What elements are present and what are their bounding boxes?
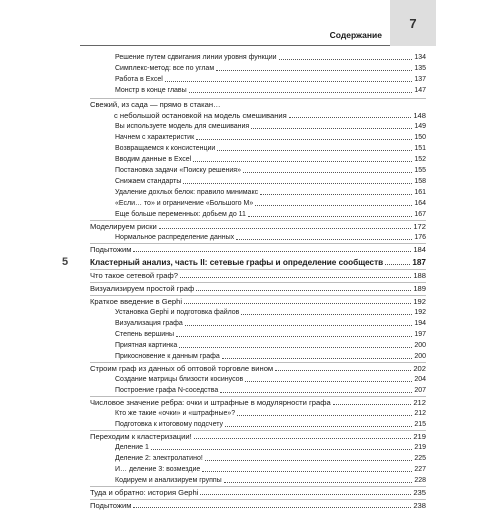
- toc-entry-title: Работа в Excel: [115, 76, 163, 83]
- dot-leader: [189, 92, 413, 93]
- separator: [90, 486, 426, 487]
- toc-entry-title: Вводим данные в Excel: [115, 156, 192, 163]
- toc-entry-page: 200: [414, 342, 426, 349]
- toc-entry-title: Деление 1: [115, 444, 149, 451]
- toc-entry-title: Приятная картинка: [115, 342, 178, 349]
- separator: [90, 362, 426, 363]
- header-rule: [80, 45, 390, 46]
- toc-entry[interactable]: [90, 271, 426, 280]
- toc-entry[interactable]: [115, 210, 426, 219]
- toc-entry-page: 150: [414, 134, 426, 141]
- separator: [90, 295, 426, 296]
- toc-entry-title: Вы используете модель для смешивания: [115, 123, 250, 130]
- toc-entry-page: 137: [414, 76, 426, 83]
- separator: [90, 430, 426, 431]
- toc-entry-page: 151: [414, 145, 426, 152]
- toc-entry-title: Строим граф из данных об оптовой торговле вином: [90, 364, 274, 373]
- toc-entry-title: с небольшой остановкой на модель смешивания: [114, 111, 287, 120]
- toc-entry[interactable]: [115, 476, 426, 485]
- toc-entry[interactable]: [115, 144, 426, 153]
- toc-entry-title: Удаление дохлых белок: правило минимакс: [115, 189, 259, 196]
- dot-leader: [176, 336, 412, 337]
- toc-entry[interactable]: [115, 330, 426, 339]
- toc-entry-page: 212: [413, 398, 426, 407]
- toc-entry-title: Еще больше переменных: добьем до 11: [115, 211, 246, 218]
- toc-entry[interactable]: [115, 166, 426, 175]
- toc-entry[interactable]: [115, 319, 426, 328]
- toc-entry-page: 227: [414, 466, 426, 473]
- dot-leader: [196, 139, 412, 140]
- toc-entry[interactable]: [115, 352, 426, 361]
- dot-leader: [243, 172, 412, 173]
- toc-entry-title: Деление 2: электролатино!: [115, 455, 203, 462]
- separator: [90, 269, 426, 270]
- toc-entry-page: 149: [414, 123, 426, 130]
- toc-entry[interactable]: [90, 100, 426, 109]
- dot-leader: [151, 449, 412, 450]
- dot-leader: [180, 277, 411, 278]
- chapter-heading[interactable]: [90, 258, 426, 267]
- separator: [90, 396, 426, 397]
- dot-leader: [248, 216, 412, 217]
- dot-leader: [385, 264, 410, 265]
- dot-leader: [133, 507, 411, 508]
- dot-leader: [165, 81, 412, 82]
- toc-entry-page: 184: [413, 245, 426, 254]
- toc-entry-page: 164: [414, 200, 426, 207]
- toc-entry[interactable]: [115, 75, 426, 84]
- dot-leader: [333, 404, 412, 405]
- toc-entry-title: «Если… то» и ограничение «Большого М»: [115, 200, 254, 207]
- separator: [90, 243, 426, 244]
- dot-leader: [241, 314, 412, 315]
- dot-leader: [133, 251, 411, 252]
- toc-entry-page: 228: [414, 477, 426, 484]
- toc-entry-title: И… деление 3: возмездие: [115, 466, 201, 473]
- toc-entry[interactable]: [115, 409, 426, 418]
- toc-entry-title: Числовое значение ребра: очки и штрафные в модулярности графа: [90, 398, 331, 407]
- toc-entry[interactable]: [90, 245, 426, 254]
- dot-leader: [185, 325, 413, 326]
- dot-leader: [205, 460, 413, 461]
- toc-entry-page: 189: [413, 284, 426, 293]
- dot-leader: [289, 117, 412, 118]
- toc-entry-page: 147: [414, 87, 426, 94]
- toc-entry[interactable]: [115, 53, 426, 62]
- toc-entry[interactable]: [90, 222, 426, 231]
- toc-entry[interactable]: [115, 375, 426, 384]
- toc-entry-page: 238: [413, 501, 426, 510]
- dot-leader: [251, 128, 412, 129]
- toc-entry-page: 202: [413, 364, 426, 373]
- toc-entry[interactable]: [115, 199, 426, 208]
- toc-entry[interactable]: [115, 341, 426, 350]
- toc-entry-title: Визуализация графа: [115, 320, 183, 327]
- toc-entry-page: 225: [414, 455, 426, 462]
- toc-entry-title: Нормальное распределение данных: [115, 234, 235, 241]
- toc-entry[interactable]: [115, 386, 426, 395]
- toc-entry-page: 161: [414, 189, 426, 196]
- toc-entry-title: Постановка задачи «Поиску решения»: [115, 167, 241, 174]
- toc-entry-page: 207: [414, 387, 426, 394]
- dot-leader: [236, 239, 412, 240]
- page-number-tab: 7: [390, 0, 436, 46]
- toc-entry[interactable]: [115, 308, 426, 317]
- toc-entry-page: 134: [414, 54, 426, 61]
- running-header-title: Содержание: [329, 30, 382, 40]
- dot-leader: [237, 415, 412, 416]
- dot-leader: [225, 426, 412, 427]
- toc-entry-page: 235: [413, 488, 426, 497]
- dot-leader: [183, 183, 412, 184]
- page-header: [0, 0, 500, 46]
- toc-entry-page: 192: [413, 297, 426, 306]
- toc-entry-title: Переходим к кластеризации!: [90, 432, 192, 441]
- toc-entry-title: Начнем с характеристик: [115, 134, 195, 141]
- toc-entry-title: Подытожим: [90, 501, 132, 510]
- dot-leader: [193, 161, 412, 162]
- toc-entry-page: 219: [414, 444, 426, 451]
- toc-entry-title: Прикосновение к данным графа: [115, 353, 220, 360]
- toc-entry-page: 176: [414, 234, 426, 241]
- dot-leader: [260, 194, 412, 195]
- toc-entry-title: Возвращаемся к консистенции: [115, 145, 216, 152]
- dot-leader: [179, 347, 412, 348]
- dot-leader: [224, 482, 413, 483]
- dot-leader: [194, 438, 412, 439]
- toc-entry-title: Установка Gephi и подготовка файлов: [115, 309, 240, 316]
- toc-entry[interactable]: [115, 188, 426, 197]
- toc-entry-page: 135: [414, 65, 426, 72]
- toc-entry-page: 215: [414, 421, 426, 428]
- toc-entry-page: 155: [414, 167, 426, 174]
- dot-leader: [216, 70, 412, 71]
- dot-leader: [159, 228, 412, 229]
- toc-entry-page: 200: [414, 353, 426, 360]
- toc-entry[interactable]: [115, 454, 426, 463]
- toc-entry[interactable]: [90, 284, 426, 293]
- toc-entry-page: 158: [414, 178, 426, 185]
- toc-entry[interactable]: [115, 133, 426, 142]
- dot-leader: [202, 471, 412, 472]
- toc-entry-title: Подготовка к итоговому подсчету: [115, 421, 224, 428]
- toc-entry-title: Моделируем риски: [90, 222, 157, 231]
- toc-entry-page: 188: [413, 271, 426, 280]
- toc-entry-title: Симплекс-метод: все по углам: [115, 65, 215, 72]
- toc-entry[interactable]: [90, 488, 426, 497]
- toc-entry-page: 197: [414, 331, 426, 338]
- toc-entry-title: Степень вершины: [115, 331, 175, 338]
- toc-entry-page: 219: [413, 432, 426, 441]
- chapter-title: Кластерный анализ, часть II: сетевые графы и определение сообществ: [90, 258, 384, 267]
- toc-entry-page: 172: [413, 222, 426, 231]
- toc-entry[interactable]: [115, 420, 426, 429]
- toc-entry[interactable]: [115, 443, 426, 452]
- dot-leader: [217, 150, 412, 151]
- dot-leader: [196, 290, 411, 291]
- toc-entry-title: Туда и обратно: история Gephi: [90, 488, 199, 497]
- toc-entry-page: 204: [414, 376, 426, 383]
- dot-leader: [279, 59, 413, 60]
- toc-entry-title: Кто же такие «очки» и «штрафные»?: [115, 410, 236, 417]
- separator: [90, 282, 426, 283]
- toc-entry-title: Краткое введение в Gephi: [90, 297, 183, 306]
- toc-entry-page: 152: [414, 156, 426, 163]
- toc-entry-page: 212: [414, 410, 426, 417]
- toc-entry[interactable]: [90, 398, 426, 407]
- toc-entry[interactable]: [90, 501, 426, 510]
- separator: [90, 98, 426, 99]
- toc-entry[interactable]: [115, 233, 426, 242]
- toc-entry[interactable]: [115, 122, 426, 131]
- toc-entry-page: 192: [414, 309, 426, 316]
- toc-entry[interactable]: [115, 177, 426, 186]
- toc-entry-page: 167: [414, 211, 426, 218]
- dot-leader: [255, 205, 412, 206]
- toc-entry-title: Построение графа N-соседства: [115, 387, 219, 394]
- toc-entry-title: Создание матрицы близости косинусов: [115, 376, 244, 383]
- toc-entry[interactable]: [115, 465, 426, 474]
- toc-entry-page: 194: [414, 320, 426, 327]
- toc-entry-page: 148: [413, 111, 426, 120]
- dot-leader: [245, 381, 412, 382]
- toc-entry-title: Снижаем стандарты: [115, 178, 182, 185]
- toc-entry-title: Визуализируем простой граф: [90, 284, 195, 293]
- toc-entry[interactable]: [115, 155, 426, 164]
- separator: [90, 220, 426, 221]
- dot-leader: [200, 494, 411, 495]
- chapter-number: 5: [62, 256, 69, 268]
- toc-entry-title: Свежий, из сада — прямо в стакан…: [90, 100, 221, 109]
- toc-entry[interactable]: [90, 297, 426, 306]
- toc-entry-title: Монстр в конце главы: [115, 87, 187, 94]
- dot-leader: [222, 358, 413, 359]
- toc-entry[interactable]: [115, 64, 426, 73]
- toc-entry-title: Что такое сетевой граф?: [90, 271, 178, 280]
- dot-leader: [220, 392, 412, 393]
- dot-leader: [184, 303, 411, 304]
- chapter-page: 187: [412, 258, 426, 267]
- toc-entry[interactable]: [90, 364, 426, 373]
- toc-entry-title: Подытожим: [90, 245, 132, 254]
- toc-entry[interactable]: [114, 111, 426, 120]
- toc-entry[interactable]: [115, 86, 426, 95]
- dot-leader: [275, 370, 411, 371]
- toc-entry-title: Кодируем и анализируем группы: [115, 477, 222, 484]
- toc-entry-title: Решение путем сдвигания линии уровня функции: [115, 54, 277, 61]
- toc-entry[interactable]: [90, 432, 426, 441]
